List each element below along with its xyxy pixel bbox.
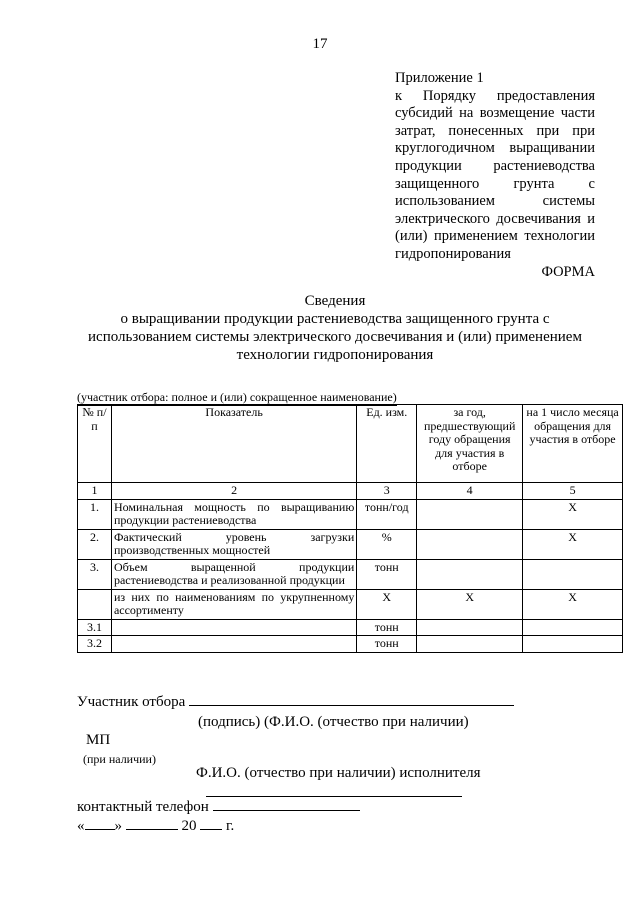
page-number: 17 xyxy=(312,36,328,52)
col-number: 5 xyxy=(523,483,623,500)
row-unit: тонн xyxy=(357,636,417,653)
row-indicator xyxy=(111,619,356,636)
header-num: № п/п xyxy=(78,405,112,483)
row-current xyxy=(523,619,623,636)
row-indicator: Номинальная мощность по выращиванию продукции растениеводства xyxy=(111,499,356,529)
annex-title: Приложение 1 xyxy=(395,70,484,86)
col-number: 1 xyxy=(78,483,112,500)
header-prev-year: за год, предшествующий году обращения для участия в отборе xyxy=(417,405,523,483)
row-unit: тонн/год xyxy=(357,499,417,529)
row-current: Х xyxy=(523,529,623,559)
row-num: 3.2 xyxy=(78,636,112,653)
row-unit: тонн xyxy=(357,619,417,636)
row-unit: Х xyxy=(357,589,417,619)
annex-block xyxy=(395,70,595,281)
col-number: 3 xyxy=(357,483,417,500)
row-current xyxy=(523,636,623,653)
date-day-field[interactable] xyxy=(85,829,115,830)
row-indicator: Фактический уровень загрузки производственных мощностей xyxy=(111,529,356,559)
row-prev-year xyxy=(417,636,523,653)
document-title xyxy=(70,292,600,364)
row-prev-year xyxy=(417,529,523,559)
phone-line xyxy=(77,799,360,816)
executor-caption: Ф.И.О. (отчество при наличии) исполнителя xyxy=(196,765,481,781)
date-month-field[interactable] xyxy=(126,829,178,830)
data-table xyxy=(77,404,623,653)
table-row xyxy=(78,619,623,636)
date-year-prefix: 20 xyxy=(181,818,197,834)
row-prev-year xyxy=(417,499,523,529)
signature-caption: (подпись) (Ф.И.О. (отчество при наличии) xyxy=(198,714,469,730)
row-indicator xyxy=(111,636,356,653)
date-line xyxy=(77,818,234,835)
row-unit: тонн xyxy=(357,559,417,589)
form-label: ФОРМА xyxy=(541,263,595,280)
table-row xyxy=(78,559,623,589)
col-number: 4 xyxy=(417,483,523,500)
date-close-quote: » xyxy=(114,818,122,834)
document-title-line2: о выращивании продукции растениеводства защищенного грунта с использованием системы электрического досвечивания и (или) применением технологии гидропонирования xyxy=(88,311,582,363)
date-year-field[interactable] xyxy=(200,829,222,830)
row-num: 3.1 xyxy=(78,619,112,636)
date-open-quote: « xyxy=(77,818,85,834)
row-current xyxy=(523,559,623,589)
row-prev-year xyxy=(417,619,523,636)
row-num: 2. xyxy=(78,529,112,559)
column-number-row xyxy=(78,483,623,500)
row-indicator: из них по наименованиям по укрупненному ассортименту xyxy=(111,589,356,619)
participant-caption-text: (участник отбора: полное и (или) сокращенное наименование) xyxy=(77,390,397,404)
date-suffix: г. xyxy=(226,818,235,834)
document-title-line1: Сведения xyxy=(304,293,366,309)
row-indicator: Объем выращенной продукции растениеводства и реализованной продукции xyxy=(111,559,356,589)
phone-label: контактный телефон xyxy=(77,799,209,815)
row-num: 3. xyxy=(78,559,112,589)
table-row xyxy=(78,529,623,559)
row-num xyxy=(78,589,112,619)
stamp-note: (при наличии) xyxy=(83,752,156,766)
row-num: 1. xyxy=(78,499,112,529)
row-unit: % xyxy=(357,529,417,559)
participant-signature-field[interactable] xyxy=(189,705,514,706)
col-number: 2 xyxy=(111,483,356,500)
header-unit: Ед. изм. xyxy=(357,405,417,483)
participant-line xyxy=(77,694,514,711)
row-current: Х xyxy=(523,499,623,529)
stamp-label: МП xyxy=(86,732,111,748)
annex-text: к Порядку предоставления субсидий на возмещение части затрат, понесенных при при круглогодичном выращивании продукции растениеводства защищенного грунта с использованием системы электрического досвечивания и (или) применением технологии гидропонирования xyxy=(395,87,595,262)
table-row xyxy=(78,589,623,619)
table-row xyxy=(78,636,623,653)
table-row xyxy=(78,499,623,529)
table-header-row xyxy=(78,405,623,483)
row-current: Х xyxy=(523,589,623,619)
phone-field[interactable] xyxy=(213,810,360,811)
row-prev-year: Х xyxy=(417,589,523,619)
row-prev-year xyxy=(417,559,523,589)
header-indicator: Показатель xyxy=(111,405,356,483)
header-current: на 1 число месяца обращения для участия в отборе xyxy=(523,405,623,483)
executor-signature-field[interactable] xyxy=(206,782,462,797)
participant-label: Участник отбора xyxy=(77,694,186,710)
